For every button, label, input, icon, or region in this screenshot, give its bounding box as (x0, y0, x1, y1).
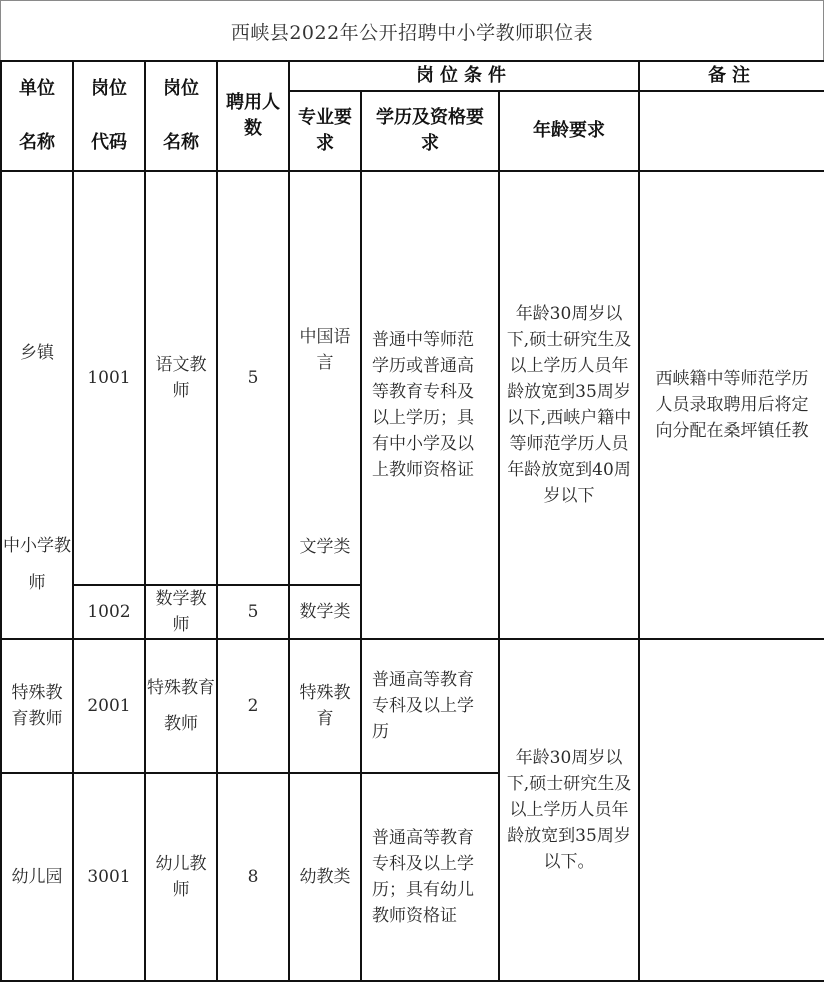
header-remarks: 备注 (639, 61, 824, 91)
header-code-line2: 代码 (91, 132, 127, 153)
header-hire-count: 聘用人数 (217, 61, 289, 171)
header-code-line1: 岗位 (91, 78, 127, 99)
major-1002: 数学类 (289, 585, 361, 639)
header-name-line1: 岗位 (163, 78, 199, 99)
major-2001: 特殊教育 (289, 639, 361, 773)
remarks-2001-3001 (639, 639, 824, 981)
major-1001-bottom: 文学类 (299, 537, 351, 557)
age-1001-1002: 年龄30周岁以下,硕士研究生及以上学历人员年龄放宽到35周岁以下,西峡户籍中等师范学历人员年龄放宽到40周岁以下 (499, 171, 639, 639)
header-row-1 (1, 61, 824, 91)
position-table (0, 60, 824, 982)
hire-count-2001: 2 (217, 639, 289, 773)
header-education: 学历及资格要求 (361, 91, 499, 171)
position-name-1001: 语文教师 (145, 171, 217, 585)
header-unit-line1: 单位 (19, 78, 55, 99)
header-name-line2: 名称 (163, 132, 199, 153)
header-remarks-blank (639, 91, 824, 171)
hire-count-1002: 5 (217, 585, 289, 639)
header-unit-line2: 名称 (19, 132, 55, 153)
unit-name-top: 乡镇 (20, 343, 54, 363)
header-major: 专业要求 (289, 91, 361, 171)
header-conditions: 岗位条件 (289, 61, 639, 91)
position-code-3001: 3001 (73, 773, 145, 981)
position-name-2001-line2: 教师 (164, 714, 198, 734)
header-age: 年龄要求 (499, 91, 639, 171)
unit-cell-special-education: 特殊教育教师 (1, 639, 73, 773)
position-name-2001 (145, 639, 217, 773)
education-1001-1002: 普通中等师范学历或普通高等教育专科及以上学历；具有中小学及以上教师资格证 (361, 171, 499, 639)
table-title: 西峡县2022年公开招聘中小学教师职位表 (0, 0, 824, 62)
unit-cell-township (1, 171, 73, 639)
education-2001: 普通高等教育专科及以上学历 (361, 639, 499, 773)
header-position-name (145, 61, 217, 171)
position-name-1002: 数学教师 (145, 585, 217, 639)
table-row-1001 (1, 171, 824, 585)
position-code-1001: 1001 (73, 171, 145, 585)
major-3001: 幼教类 (289, 773, 361, 981)
position-name-2001-line1: 特殊教育 (147, 678, 215, 698)
major-1001-top: 中国语言 (299, 327, 351, 373)
position-code-1002: 1002 (73, 585, 145, 639)
remarks-1001-1002: 西峡籍中等师范学历人员录取聘用后将定向分配在桑坪镇任教 (639, 171, 824, 639)
major-1001 (289, 171, 361, 585)
hire-count-3001: 8 (217, 773, 289, 981)
unit-name-bottom: 中小学教师 (3, 536, 71, 593)
unit-cell-kindergarten: 幼儿园 (1, 773, 73, 981)
position-code-2001: 2001 (73, 639, 145, 773)
table-row-2001 (1, 639, 824, 773)
education-3001: 普通高等教育专科及以上学历；具有幼儿教师资格证 (361, 773, 499, 981)
position-name-3001: 幼儿教师 (145, 773, 217, 981)
header-unit-name (1, 61, 73, 171)
age-2001-3001: 年龄30周岁以下,硕士研究生及以上学历人员年龄放宽到35周岁以下。 (499, 639, 639, 981)
hire-count-1001: 5 (217, 171, 289, 585)
header-position-code (73, 61, 145, 171)
